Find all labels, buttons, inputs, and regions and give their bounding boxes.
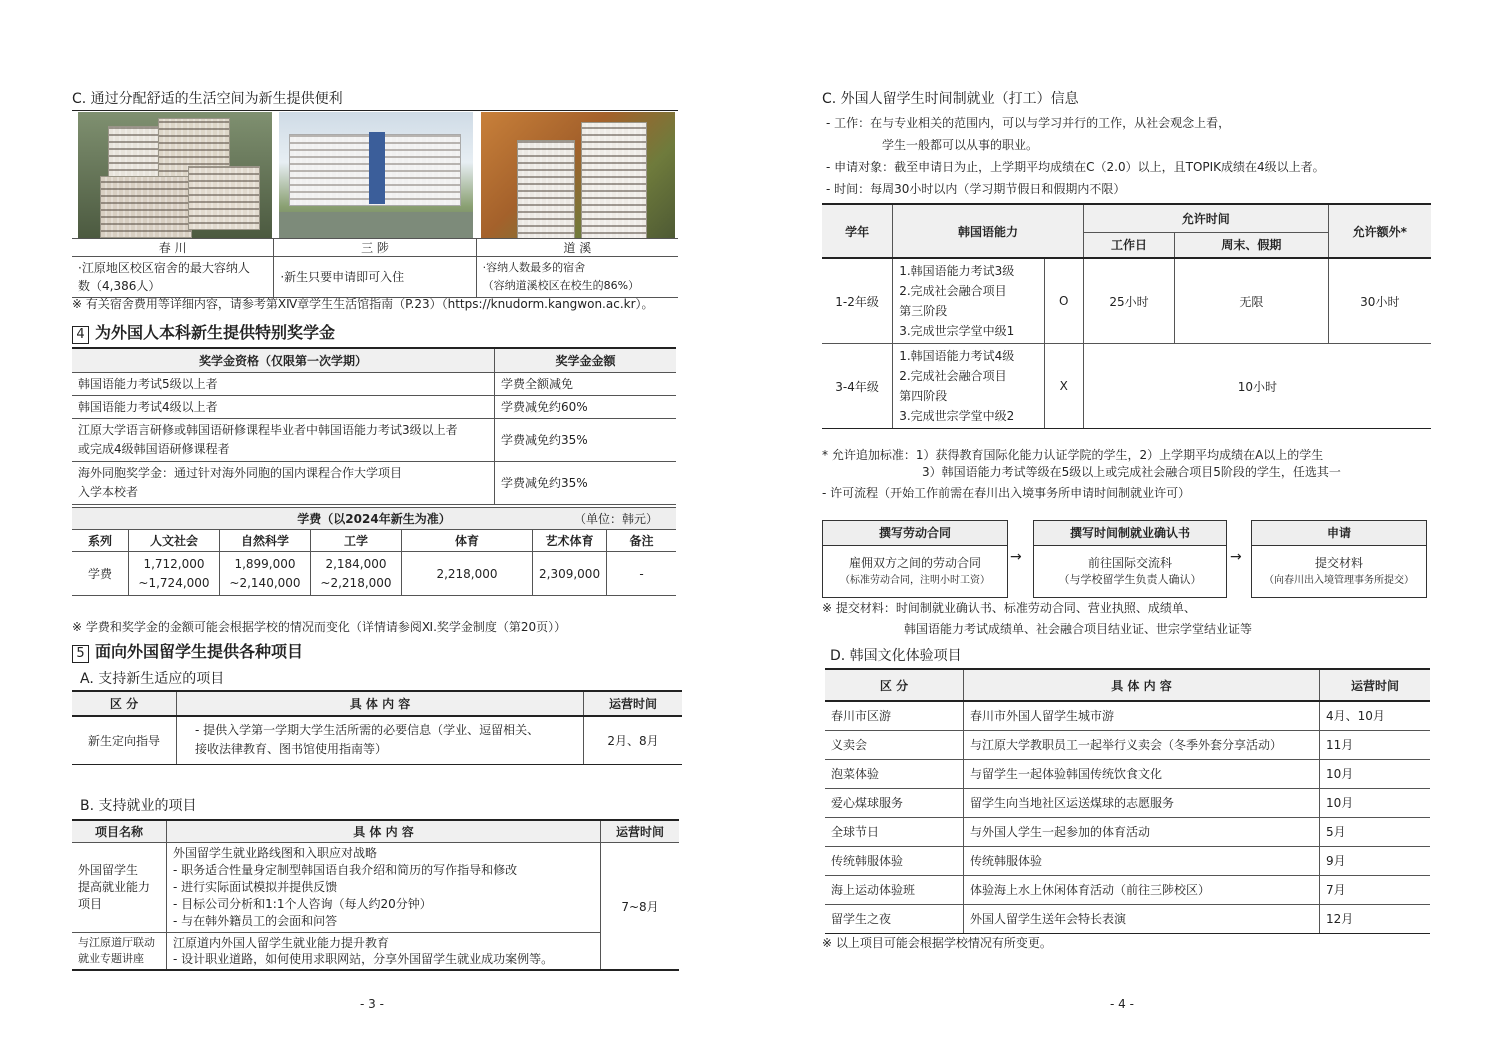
table-cell: 10小时 xyxy=(1083,344,1431,429)
building-sign xyxy=(369,132,385,204)
bullet-text: - 时间：每周30小时以内（学习期节假日和假期内不限） xyxy=(826,182,1126,196)
tuition-title: 学费（以2024年新生为准） xyxy=(297,512,451,526)
section-c-title: C. 外国人留学生时间制就业（打工）信息 xyxy=(822,91,1079,107)
employment-table xyxy=(72,819,679,971)
table-cell: 无限 xyxy=(1175,258,1329,344)
section-d-title: D. 韩国文化体验项目 xyxy=(830,648,962,664)
campus-desc: ·容纳人数最多的宿舍 （容纳道溪校区在校生的86%） xyxy=(476,257,678,298)
adaptation-table xyxy=(72,690,682,765)
col-header: 允许额外* xyxy=(1328,204,1431,258)
tuition-note: ※ 学费和奖学金的金额可能会根据学校的情况而变化（详情请参阅Ⅺ.奖学金制度（第20页）） xyxy=(72,620,567,634)
extra-note: * 允许追加标准：1）获得教育国际化能力认证学院的学生，2）上学期平均成绩在A以上的学生 xyxy=(822,448,1324,462)
dorm-note: ※ 有关宿舍费用等详细内容，请参考第ⅩⅣ章学生生活馆指南（P.23）（https://knudorm.kangwon.ac.kr）。 xyxy=(72,297,654,311)
table-cell: 外国留学生 提高就业能力 项目 xyxy=(72,843,167,933)
col-header: 系列 xyxy=(72,530,129,552)
table-cell: 10月 xyxy=(1320,759,1431,788)
bullet-text: - 工作：在与专业相关的范围内，可以与学习并行的工作，从社会观念上看， xyxy=(826,116,1231,130)
bullet-text: - 申请对象：截至申请日为止，上学期平均成绩在C（2.0）以上，且TOPIK成绩在4级以上者。 xyxy=(826,160,1325,174)
arrow-icon: → xyxy=(1230,549,1242,565)
flow-step-line: 雇佣双方之间的劳动合同 xyxy=(848,556,981,570)
table-cell: 义卖会 xyxy=(825,730,964,759)
campus-table xyxy=(72,238,678,298)
campus-desc: ·新生只要申请即可入住 xyxy=(274,257,476,298)
chuncheon-dorm-photo xyxy=(78,112,272,238)
col-header: 运营时间 xyxy=(584,691,683,716)
table-cell: 外国留学生就业路线图和入职应对战略 - 职务适合性量身定制型韩国语自我介绍和简历的写作指导和修改 - 进行实际面试模拟并提供反馈 - 目标公司分析和1:1个人咨询（每人约20分钟） - 与在韩外籍员工的会面和问答 xyxy=(167,843,601,933)
table-cell: 韩国语能力考试4级以上者 xyxy=(72,395,495,418)
campus-name: 道 溪 xyxy=(476,239,678,257)
table-cell: 25小时 xyxy=(1083,258,1174,344)
flow-step-note: （向春川出入境管理事务所提交） xyxy=(1264,575,1414,586)
col-header: 区 分 xyxy=(72,691,177,716)
section-4-title xyxy=(72,320,335,344)
table-cell: 与江原大学教职员工一起举行义卖会（冬季外套分享活动） xyxy=(964,730,1320,759)
table-cell: 学费 xyxy=(72,552,129,596)
table-cell: 与江原道厅联动 就业专题讲座 xyxy=(72,933,167,971)
table-cell: 外国人留学生送年会特长表演 xyxy=(964,904,1320,933)
table-cell: 留学生之夜 xyxy=(825,904,964,933)
flow-step-line: 前往国际交流科 xyxy=(1087,556,1172,570)
page-number: - 4 - xyxy=(1110,997,1134,1011)
col-header: 允许时间 xyxy=(1083,204,1328,232)
col-header: 工作日 xyxy=(1083,232,1174,258)
table-cell: 韩国语能力考试5级以上者 xyxy=(72,372,495,395)
table-cell: 12月 xyxy=(1320,904,1431,933)
table-cell: 传统韩服体验 xyxy=(964,846,1320,875)
dogye-dorm-photo xyxy=(481,112,675,238)
table-cell: 2,218,000 xyxy=(402,552,533,596)
table-cell: 江原道内外国人留学生就业能力提升教育 - 设计职业道路，如何使用求职网站，分享外国留学生就业成功案例等。 xyxy=(167,933,601,971)
col-header: 运营时间 xyxy=(601,820,680,843)
table-cell: 11月 xyxy=(1320,730,1431,759)
section-5-title xyxy=(72,639,303,663)
col-header: 工学 xyxy=(311,530,402,552)
col-header: 人文社会 xyxy=(129,530,220,552)
tuition-unit: （单位：韩元） xyxy=(573,512,658,526)
sub-a-title: A. 支持新生适应的项目 xyxy=(80,671,225,687)
submit-note: ※ 提交材料：时间制就业确认书、标准劳动合同、营业执照、成绩单、 xyxy=(822,601,1196,615)
table-cell: 春川市区游 xyxy=(825,701,964,730)
table-cell: 传统韩服体验 xyxy=(825,846,964,875)
campus-desc: ·江原地区校区宿舍的最大容纳人 数（4,386人） xyxy=(72,257,274,298)
flow-step-note: （标准劳动合同，注明小时工资） xyxy=(840,575,990,586)
tuition-table xyxy=(72,507,676,596)
culture-table xyxy=(825,668,1430,934)
table-cell: 1.韩国语能力考试3级 2.完成社会融合项目 第三阶段 3.完成世宗学堂中级1 xyxy=(893,258,1044,344)
table-cell: 爱心煤球服务 xyxy=(825,788,964,817)
table-cell: 2,184,000 ~2,218,000 xyxy=(311,552,402,596)
flow-step-note: （与学校留学生负责人确认） xyxy=(1058,573,1202,586)
flow-step-head: 撰写时间制就业确认书 xyxy=(1034,521,1226,546)
col-header: 区 分 xyxy=(825,669,964,701)
table-cell: 3-4年级 xyxy=(822,344,893,429)
col-header: 学年 xyxy=(822,204,893,258)
table-cell: O xyxy=(1044,258,1083,344)
section-number: 4 xyxy=(72,326,89,344)
col-header: 奖学金金额 xyxy=(495,348,677,372)
page-number: - 3 - xyxy=(360,997,384,1011)
table-cell: 5月 xyxy=(1320,817,1431,846)
sub-b-title: B. 支持就业的项目 xyxy=(80,798,197,814)
table-cell: - 提供入学第一学期大学生活所需的必要信息（学业、逗留相关、 接收法律教育、图书馆使用指南等） xyxy=(177,716,584,764)
table-cell: - xyxy=(607,552,676,596)
table-cell: 泡菜体验 xyxy=(825,759,964,788)
culture-note: ※ 以上项目可能会根据学校情况有所变更。 xyxy=(822,936,1052,950)
table-cell: 新生定向指导 xyxy=(72,716,177,764)
section-number: 5 xyxy=(72,645,89,663)
col-header: 周末、假期 xyxy=(1175,232,1329,258)
table-cell: X xyxy=(1044,344,1083,429)
col-header: 韩国语能力 xyxy=(893,204,1084,258)
col-header: 奖学金资格（仅限第一次学期） xyxy=(72,348,495,372)
table-cell: 与留学生一起体验韩国传统饮食文化 xyxy=(964,759,1320,788)
table-cell: 学费减免约35% xyxy=(495,418,677,461)
divider xyxy=(72,110,678,111)
table-cell: 2月、8月 xyxy=(584,716,683,764)
bullet-text: 学生一般都可以从事的职业。 xyxy=(882,138,1039,152)
work-hours-table xyxy=(822,203,1431,429)
scholarship-table xyxy=(72,347,676,505)
table-cell: 7月 xyxy=(1320,875,1431,904)
col-header: 自然科学 xyxy=(220,530,311,552)
table-cell: 学费减免约60% xyxy=(495,395,677,418)
col-header: 具 体 内 容 xyxy=(167,820,601,843)
samcheok-dorm-photo xyxy=(279,112,473,238)
table-cell: 10月 xyxy=(1320,788,1431,817)
section-title-text: 为外国人本科新生提供特别奖学金 xyxy=(95,323,336,342)
submit-note: 韩国语能力考试成绩单、社会融合项目结业证、世宗学堂结业证等 xyxy=(904,622,1253,636)
table-cell: 7~8月 xyxy=(601,843,680,971)
table-cell: 全球节日 xyxy=(825,817,964,846)
table-cell: 2,309,000 xyxy=(533,552,607,596)
table-cell: 学费全额减免 xyxy=(495,372,677,395)
col-header: 体育 xyxy=(402,530,533,552)
table-cell: 留学生向当地社区运送煤球的志愿服务 xyxy=(964,788,1320,817)
flow-step-head: 撰写劳动合同 xyxy=(823,521,1007,546)
flow-step-line: 提交材料 xyxy=(1314,556,1363,570)
section-title-text: 面向外国留学生提供各种项目 xyxy=(95,642,304,661)
col-header: 具 体 内 容 xyxy=(964,669,1320,701)
flow-step-apply xyxy=(1251,520,1427,598)
table-cell: 春川市外国人留学生城市游 xyxy=(964,701,1320,730)
col-header: 项目名称 xyxy=(72,820,167,843)
campus-name: 春 川 xyxy=(72,239,274,257)
extra-note: 3）韩国语能力考试等级在5级以上或完成社会融合项目5阶段的学生，任选其一 xyxy=(922,465,1341,479)
campus-name: 三 陟 xyxy=(274,239,476,257)
flow-step-contract xyxy=(822,520,1008,598)
table-cell: 1,899,000 ~2,140,000 xyxy=(220,552,311,596)
tuition-title-row xyxy=(72,508,676,530)
flow-title: - 许可流程（开始工作前需在春川出入境事务所申请时间制就业许可） xyxy=(822,486,1191,500)
section-c-title: C. 通过分配舒适的生活空间为新生提供便利 xyxy=(72,91,343,107)
table-cell: 海上运动体验班 xyxy=(825,875,964,904)
col-header: 艺术体育 xyxy=(533,530,607,552)
flow-step-head: 申请 xyxy=(1252,521,1426,546)
table-cell: 1,712,000 ~1,724,000 xyxy=(129,552,220,596)
table-cell: 1-2年级 xyxy=(822,258,893,344)
col-header: 具 体 内 容 xyxy=(177,691,584,716)
table-cell: 4月、10月 xyxy=(1320,701,1431,730)
table-cell: 1.韩国语能力考试4级 2.完成社会融合项目 第四阶段 3.完成世宗学堂中级2 xyxy=(893,344,1044,429)
col-header: 运营时间 xyxy=(1320,669,1431,701)
table-cell: 体验海上水上休闲体育活动（前往三陟校区） xyxy=(964,875,1320,904)
table-cell: 海外同胞奖学金：通过针对海外同胞的国内课程合作大学项目 入学本校者 xyxy=(72,461,495,504)
table-cell: 与外国人学生一起参加的体育活动 xyxy=(964,817,1320,846)
table-cell: 30小时 xyxy=(1328,258,1431,344)
arrow-icon: → xyxy=(1010,549,1022,565)
table-cell: 学费减免约35% xyxy=(495,461,677,504)
table-cell: 江原大学语言研修或韩国语研修课程毕业者中韩国语能力考试3级以上者 或完成4级韩国语研修课程者 xyxy=(72,418,495,461)
flow-step-confirmation xyxy=(1033,520,1227,598)
col-header: 备注 xyxy=(607,530,676,552)
table-cell: 9月 xyxy=(1320,846,1431,875)
